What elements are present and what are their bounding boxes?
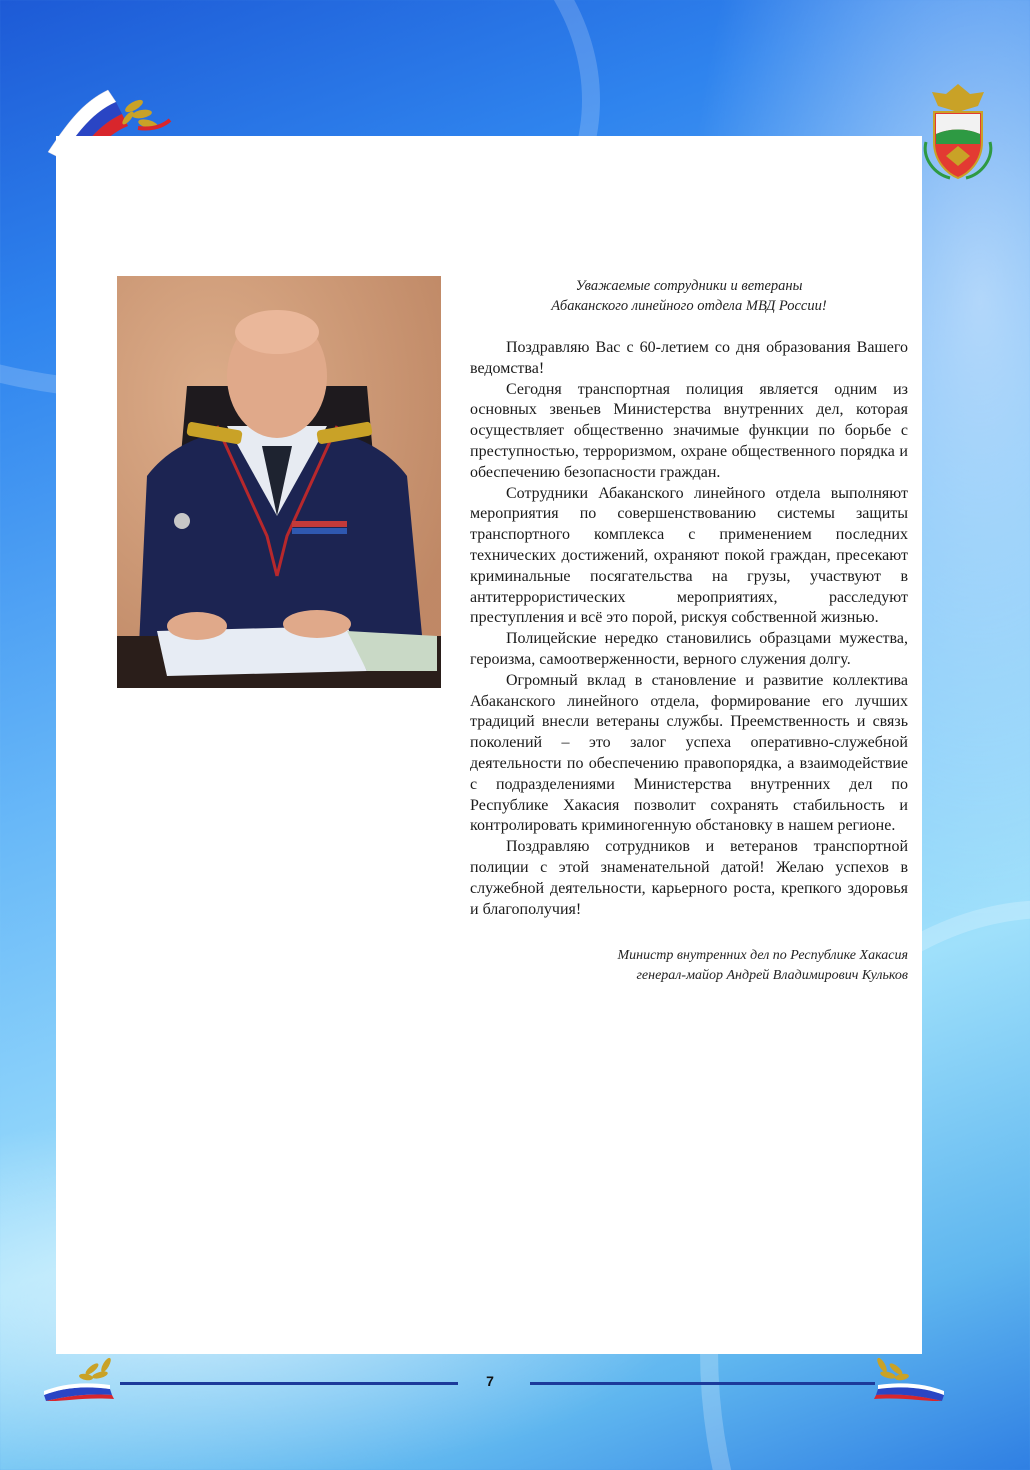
- portrait-photo: [117, 276, 441, 688]
- footer-divider-left: [120, 1382, 458, 1385]
- paragraph: Поздравляю Вас с 60-летием со дня образования Вашего ведомства!: [470, 339, 908, 377]
- signature-line-2: генерал-майор Андрей Владимирович Кульков: [636, 968, 908, 984]
- paragraph: Поздравляю сотрудников и ветеранов транспортной полиции с этой знаменательной датой! Желаю успехов в служебной деятельности, карьерного роста, крепкого здоровья и благополучия!: [470, 838, 908, 918]
- paragraph: Сотрудники Абаканского линейного отдела выполняют мероприятия по совершенствованию системы защиты транспортного комплекса с применением последних технических достижений, охраняют покой граждан, пресекают криминальные посягательства на грузы, участвуют в антитеррористических мероприятиях, расследуют преступления и всё это порой, рискуя собственной жизнью.: [470, 484, 908, 627]
- golden-branch-flag-icon: [858, 1355, 948, 1401]
- police-coat-of-arms-icon: [920, 82, 996, 182]
- letter-text: [470, 276, 908, 986]
- paragraph: Полицейские нередко становились образцами мужества, героизма, самоотверженности, верного служения долгу.: [470, 630, 908, 668]
- paragraph: Сегодня транспортная полиция является одним из основных звеньев Министерства внутренних дел, которая осуществляет общественно значимые функции по борьбе с преступностью, терроризмом, охране общественного порядка и обеспечению безопасности граждан.: [470, 380, 908, 481]
- signature: [470, 946, 908, 986]
- greeting-line-2: Абаканского линейного отдела МВД России!: [551, 298, 827, 314]
- footer-divider-right: [530, 1382, 875, 1385]
- paragraph: Огромный вклад в становление и развитие коллектива Абаканского линейного отдела, формирование его лучших традиций внесли ветераны службы. Преемственность и связь поколений – это залог успеха оперативно-служебной деятельности по обеспечению правопорядка, а взаимодействие с подразделениями Министерства внутренних дел по Республике Хакасия позволит сохранять стабильность и контролировать криминогенную обстановку в нашем регионе.: [470, 671, 908, 835]
- greeting-line-1: Уважаемые сотрудники и ветераны: [575, 278, 803, 294]
- greeting: [470, 276, 908, 316]
- signature-line-1: Министр внутренних дел по Республике Хакасия: [617, 948, 908, 964]
- page-number: 7: [486, 1373, 494, 1389]
- golden-branch-flag-icon: [40, 1355, 130, 1401]
